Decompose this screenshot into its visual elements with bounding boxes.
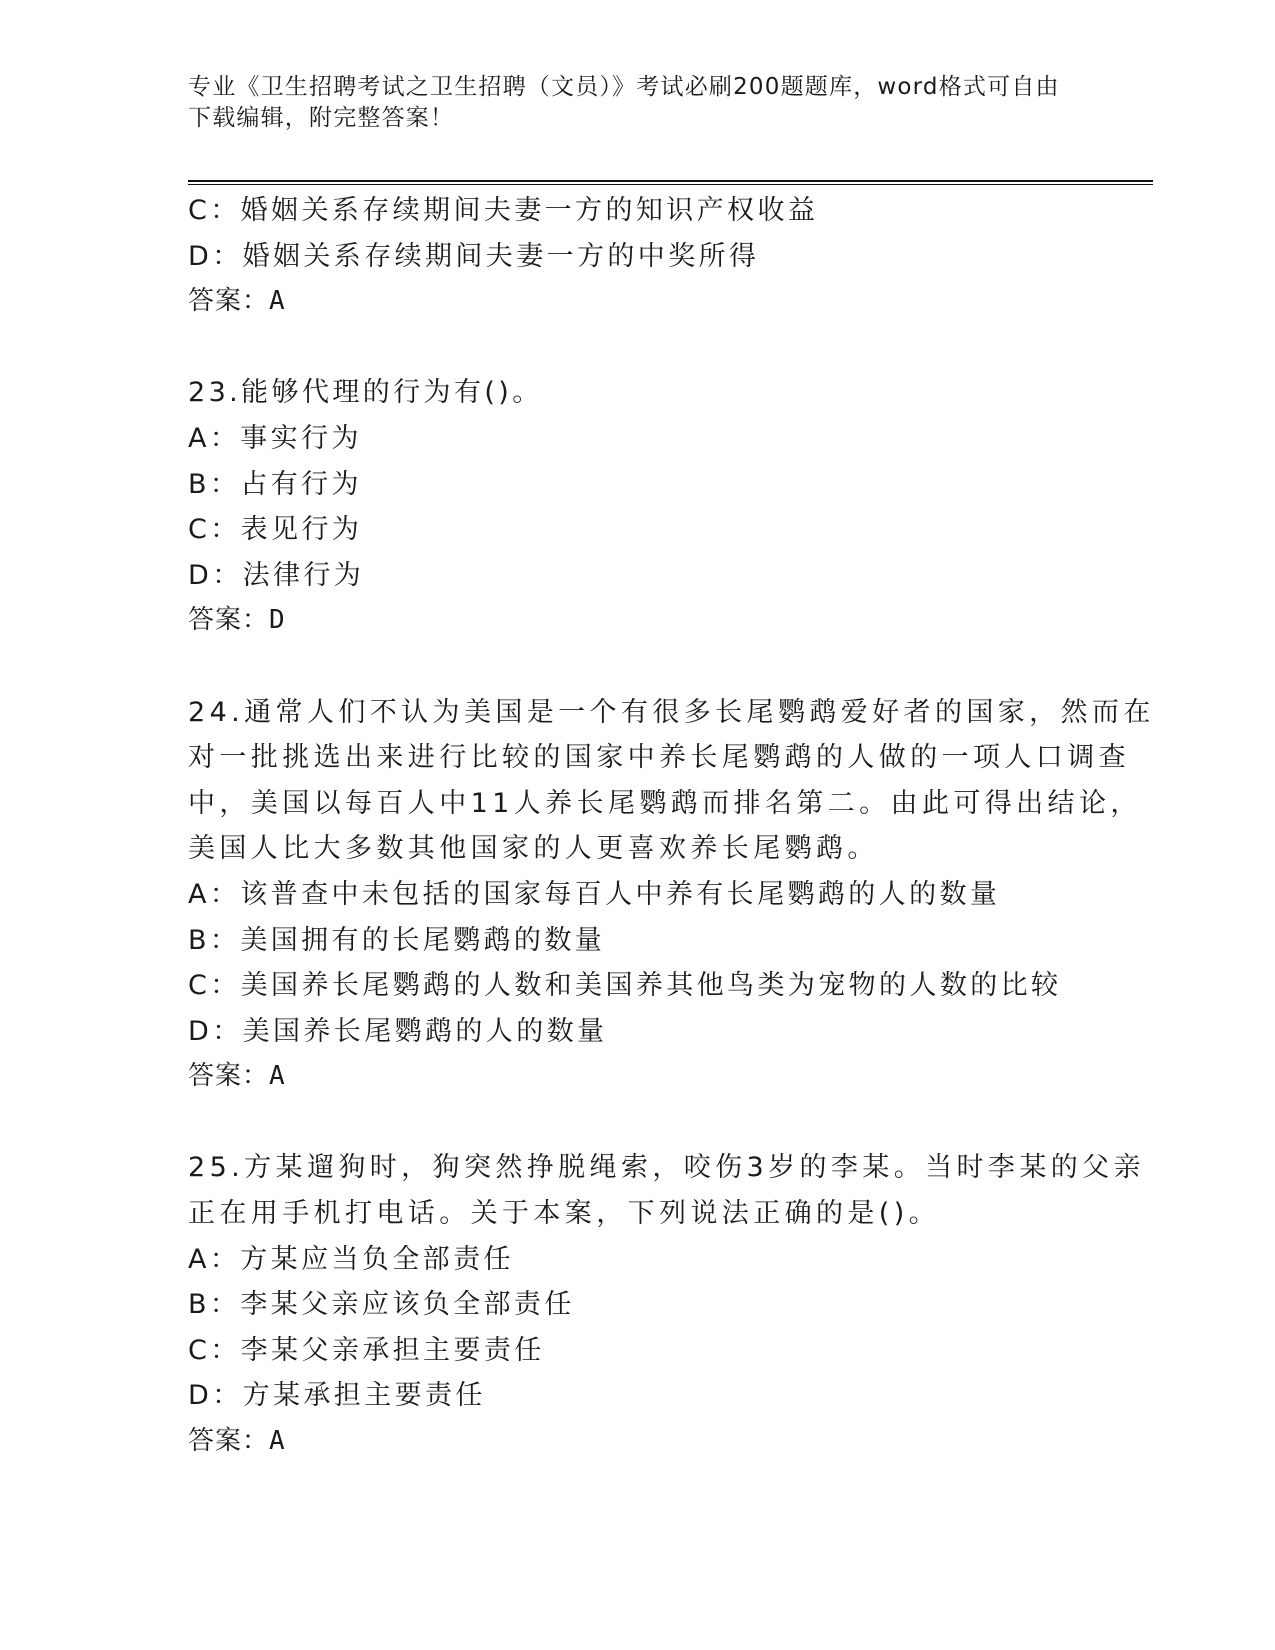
option-c: C：美国养长尾鹦鹉的人数和美国养其他鸟类为宠物的人数的比较	[188, 970, 1062, 1002]
page-header	[188, 72, 1068, 134]
answer-label: 答案：	[188, 1061, 270, 1092]
question-spacer	[188, 325, 1088, 371]
header-divider	[188, 180, 1153, 182]
option-c: C：婚姻关系存续期间夫妻一方的知识产权收益	[188, 195, 819, 226]
answer-value: A	[269, 1061, 286, 1092]
answer-value: A	[269, 1426, 286, 1457]
option-d: D：方某承担主要责任	[188, 1380, 486, 1412]
option-d: D：法律行为	[188, 559, 365, 591]
question-stem-line: 25.方某遛狗时，狗突然挣脱绳索，咬伤3岁的李某。当时李某的父亲	[188, 1152, 1145, 1184]
option-c: C：表见行为	[188, 514, 363, 546]
question-list	[188, 188, 1155, 1465]
header-divider-thin	[188, 184, 1153, 185]
question-24	[188, 690, 1155, 1100]
option-a: A：事实行为	[188, 422, 362, 454]
answer-label: 答案：	[188, 605, 270, 636]
question-25	[188, 1145, 1145, 1464]
question-stem-line: 正在用手机打电话。关于本案，下列说法正确的是()。	[188, 1198, 941, 1230]
answer-label: 答案：	[188, 1426, 270, 1457]
answer-line	[188, 1054, 1088, 1100]
document-title: 专业《卫生招聘考试之卫生招聘（文员）》考试必刷200题题库，word格式可自由下载编辑，附完整答案！	[188, 74, 1060, 131]
question-23	[188, 370, 1088, 644]
option-a: A：方某应当负全部责任	[188, 1243, 514, 1275]
answer-label: 答案：	[188, 286, 270, 317]
option-d: D：美国养长尾鹦鹉的人的数量	[188, 1015, 608, 1047]
question-stem-line: 对一批挑选出来进行比较的国家中养长尾鹦鹉的人做的一项人口调查	[188, 742, 1130, 774]
question-22	[188, 188, 1088, 325]
question-stem-line: 中，美国以每百人中11人养长尾鹦鹉而排名第二。由此可得出结论，	[188, 787, 1142, 819]
question-stem: 23.能够代理的行为有()。	[188, 377, 543, 409]
question-spacer	[188, 1100, 1088, 1146]
answer-line	[188, 279, 1088, 325]
question-stem-line: 24.通常人们不认为美国是一个有很多长尾鹦鹉爱好者的国家，然而在	[188, 696, 1155, 728]
option-c: C：李某父亲承担主要责任	[188, 1334, 545, 1366]
option-b: B：李某父亲应该负全部责任	[188, 1289, 575, 1321]
answer-value: A	[269, 286, 286, 317]
answer-line	[188, 1419, 1088, 1465]
answer-line	[188, 598, 1088, 644]
answer-value: D	[269, 605, 286, 636]
option-a: A：该普查中未包括的国家每百人中养有长尾鹦鹉的人的数量	[188, 878, 1001, 910]
question-spacer	[188, 644, 1088, 690]
option-b: B：美国拥有的长尾鹦鹉的数量	[188, 924, 606, 956]
question-stem-line: 美国人比大多数其他国家的人更喜欢养长尾鹦鹉。	[188, 833, 879, 865]
option-b: B：占有行为	[188, 468, 362, 500]
option-d: D：婚姻关系存续期间夫妻一方的中奖所得	[188, 240, 760, 272]
